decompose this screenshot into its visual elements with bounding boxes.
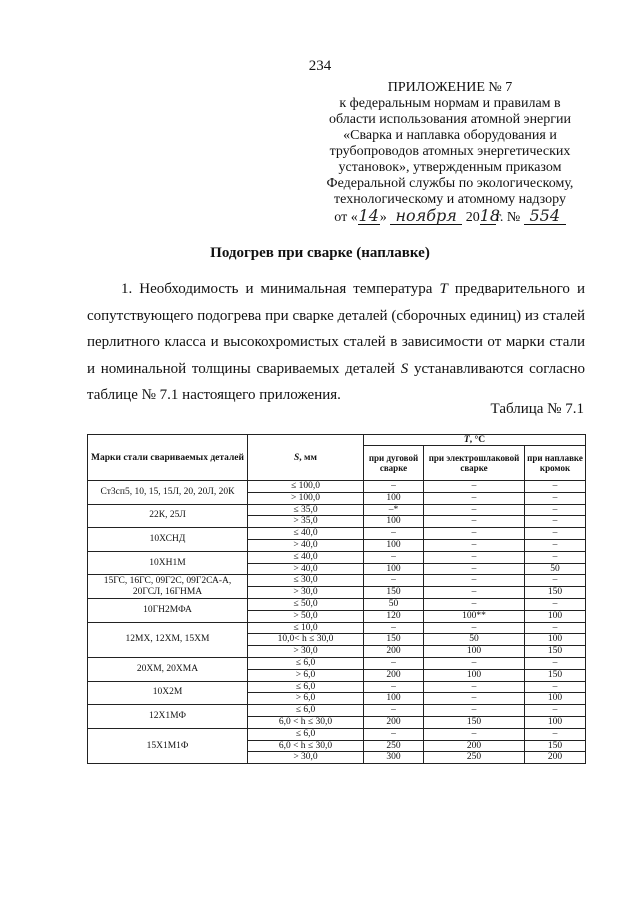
- table-row: [88, 575, 586, 587]
- order-prefix: от «: [334, 210, 358, 225]
- paragraph-text-2: предварительного и сопутствующего подогрева при сварке деталей (сборочных единиц) из сталей перлитного класса и высокохромистых сталей в зависимости от марки стали и номинальной толщины свариваемых деталей: [87, 281, 586, 377]
- cladding-temp-cell: –: [525, 622, 586, 634]
- order-date-line: [300, 208, 600, 226]
- appendix-line: технологическому и атомному надзору: [334, 192, 566, 207]
- electroslag-temp-cell: –: [424, 587, 525, 599]
- electroslag-temp-cell: 250: [424, 752, 525, 764]
- body-paragraph: [87, 276, 585, 409]
- arc-temp-cell: 50: [364, 598, 424, 610]
- paragraph-text-1: 1. Необходимость и минимальная температура: [121, 281, 440, 297]
- appendix-line: области использования атомной энергии: [329, 112, 571, 127]
- arc-temp-cell: 100: [364, 539, 424, 551]
- electroslag-temp-cell: –: [424, 705, 525, 717]
- arc-temp-cell: –*: [364, 504, 424, 516]
- page-number: 234: [308, 58, 332, 74]
- cladding-temp-cell: –: [525, 681, 586, 693]
- electroslag-temp-cell: –: [424, 563, 525, 575]
- cladding-temp-cell: 100: [525, 716, 586, 728]
- steel-grade-cell: 15Х1М1Ф: [88, 728, 248, 763]
- arc-temp-cell: 100: [364, 492, 424, 504]
- cladding-temp-cell: 200: [525, 752, 586, 764]
- thickness-cell: ≤ 30,0: [248, 575, 364, 587]
- cladding-temp-cell: 50: [525, 563, 586, 575]
- appendix-line: к федеральным нормам и правилам в: [339, 96, 561, 111]
- electroslag-temp-cell: –: [424, 693, 525, 705]
- electroslag-temp-cell: –: [424, 492, 525, 504]
- thickness-cell: > 30,0: [248, 646, 364, 658]
- appendix-line: Федеральной службы по экологическому,: [326, 176, 574, 191]
- preheat-table: [87, 434, 586, 764]
- thickness-cell: ≤ 6,0: [248, 705, 364, 717]
- thickness-cell: > 30,0: [248, 587, 364, 599]
- cladding-temp-cell: –: [525, 575, 586, 587]
- cladding-temp-cell: 100: [525, 693, 586, 705]
- electroslag-temp-cell: –: [424, 528, 525, 540]
- arc-temp-cell: 200: [364, 716, 424, 728]
- electroslag-temp-cell: –: [424, 504, 525, 516]
- thickness-cell: > 35,0: [248, 516, 364, 528]
- steel-grade-cell: 15ГС, 16ГС, 09Г2С, 09Г2СА-А, 20ГСЛ, 16ГНМА: [88, 575, 248, 599]
- table-row: [88, 598, 586, 610]
- appendix-title: ПРИЛОЖЕНИЕ № 7: [387, 80, 513, 95]
- table-row: [88, 481, 586, 493]
- order-day: 14: [358, 206, 379, 225]
- electroslag-temp-cell: 100: [424, 669, 525, 681]
- table-row: [88, 681, 586, 693]
- thickness-cell: ≤ 10,0: [248, 622, 364, 634]
- table-body: [88, 481, 586, 764]
- cladding-temp-cell: 100: [525, 634, 586, 646]
- thickness-cell: ≤ 100,0: [248, 481, 364, 493]
- appendix-line: трубопроводов атомных энергетических: [329, 144, 571, 159]
- arc-temp-cell: 250: [364, 740, 424, 752]
- electroslag-temp-cell: 100**: [424, 610, 525, 622]
- thickness-cell: > 6,0: [248, 669, 364, 681]
- arc-temp-cell: –: [364, 575, 424, 587]
- table-row: [88, 728, 586, 740]
- electroslag-temp-cell: 100: [424, 646, 525, 658]
- cladding-temp-cell: –: [525, 657, 586, 669]
- order-number: 554: [524, 208, 566, 225]
- order-year-suffix: г. №: [495, 210, 521, 225]
- arc-temp-cell: –: [364, 657, 424, 669]
- table-row: [88, 551, 586, 563]
- variable-t: T: [439, 281, 448, 297]
- electroslag-temp-cell: –: [424, 598, 525, 610]
- cladding-temp-cell: –: [525, 504, 586, 516]
- table-row: [88, 504, 586, 516]
- thickness-cell: > 50,0: [248, 610, 364, 622]
- appendix-line: установок», утвержденным приказом: [338, 160, 562, 175]
- arc-temp-cell: –: [364, 551, 424, 563]
- table-row: [88, 622, 586, 634]
- steel-grade-cell: 10ХН1М: [88, 551, 248, 575]
- header-temperature-var: T: [463, 435, 470, 445]
- steel-grade-cell: Ст3сп5, 10, 15, 15Л, 20, 20Л, 20К: [88, 481, 248, 505]
- electroslag-temp-cell: –: [424, 622, 525, 634]
- arc-temp-cell: –: [364, 705, 424, 717]
- arc-temp-cell: 150: [364, 634, 424, 646]
- thickness-cell: 6,0 < h ≤ 30,0: [248, 716, 364, 728]
- steel-grade-cell: 20ХМ, 20ХМА: [88, 657, 248, 681]
- arc-temp-cell: –: [364, 528, 424, 540]
- thickness-cell: > 100,0: [248, 492, 364, 504]
- order-year-prefix: 20: [465, 210, 480, 225]
- header-temperature-unit: , °С: [469, 435, 486, 445]
- table-row: [88, 528, 586, 540]
- cladding-temp-cell: –: [525, 728, 586, 740]
- cladding-temp-cell: 150: [525, 669, 586, 681]
- steel-grade-cell: 12Х1МФ: [88, 705, 248, 729]
- header-temperature: [364, 435, 586, 446]
- order-year: 18: [479, 206, 501, 225]
- steel-grade-cell: 10Х2М: [88, 681, 248, 705]
- thickness-cell: > 40,0: [248, 563, 364, 575]
- cladding-temp-cell: –: [525, 516, 586, 528]
- thickness-cell: ≤ 35,0: [248, 504, 364, 516]
- electroslag-temp-cell: 150: [424, 716, 525, 728]
- thickness-cell: 6,0 < h ≤ 30,0: [248, 740, 364, 752]
- electroslag-temp-cell: –: [424, 551, 525, 563]
- electroslag-temp-cell: 200: [424, 740, 525, 752]
- arc-temp-cell: –: [364, 481, 424, 493]
- arc-temp-cell: –: [364, 622, 424, 634]
- table-row: [88, 657, 586, 669]
- steel-grade-cell: 22К, 25Л: [88, 504, 248, 528]
- cladding-temp-cell: 150: [525, 646, 586, 658]
- cladding-temp-cell: –: [525, 539, 586, 551]
- thickness-cell: > 40,0: [248, 539, 364, 551]
- thickness-cell: > 6,0: [248, 693, 364, 705]
- arc-temp-cell: 100: [364, 563, 424, 575]
- arc-temp-cell: 100: [364, 516, 424, 528]
- arc-temp-cell: –: [364, 681, 424, 693]
- arc-temp-cell: –: [364, 728, 424, 740]
- electroslag-temp-cell: –: [424, 539, 525, 551]
- electroslag-temp-cell: –: [424, 481, 525, 493]
- electroslag-temp-cell: –: [424, 681, 525, 693]
- arc-temp-cell: 150: [364, 587, 424, 599]
- thickness-cell: ≤ 40,0: [248, 551, 364, 563]
- header-thickness-var: S: [294, 452, 300, 463]
- section-title: Подогрев при сварке (наплавке): [210, 245, 430, 261]
- header-electroslag-welding: при электрошлаковой сварке: [424, 446, 525, 481]
- electroslag-temp-cell: –: [424, 575, 525, 587]
- appendix-header: [300, 80, 600, 226]
- cladding-temp-cell: –: [525, 705, 586, 717]
- cladding-temp-cell: –: [525, 492, 586, 504]
- arc-temp-cell: 100: [364, 693, 424, 705]
- order-month: ноября: [390, 208, 462, 225]
- thickness-cell: ≤ 40,0: [248, 528, 364, 540]
- steel-grade-cell: 12МХ, 12ХМ, 15ХМ: [88, 622, 248, 657]
- electroslag-temp-cell: –: [424, 657, 525, 669]
- thickness-cell: ≤ 50,0: [248, 598, 364, 610]
- variable-s: S: [400, 360, 409, 377]
- header-steel-grade: Марки стали свариваемых деталей: [88, 435, 248, 481]
- cladding-temp-cell: 150: [525, 587, 586, 599]
- thickness-cell: ≤ 6,0: [248, 681, 364, 693]
- table-row: [88, 705, 586, 717]
- header-thickness-unit: , мм: [299, 452, 317, 463]
- header-thickness: [248, 435, 364, 481]
- cladding-temp-cell: –: [525, 551, 586, 563]
- thickness-cell: 10,0< h ≤ 30,0: [248, 634, 364, 646]
- arc-temp-cell: 200: [364, 669, 424, 681]
- steel-grade-cell: 10ГН2МФА: [88, 598, 248, 622]
- header-edge-cladding: при наплавке кромок: [525, 446, 586, 481]
- thickness-cell: > 30,0: [248, 752, 364, 764]
- thickness-cell: ≤ 6,0: [248, 657, 364, 669]
- header-arc-welding: при дуговой сварке: [364, 446, 424, 481]
- table-label: Таблица № 7.1: [490, 401, 584, 417]
- cladding-temp-cell: 100: [525, 610, 586, 622]
- electroslag-temp-cell: –: [424, 728, 525, 740]
- steel-grade-cell: 10ХСНД: [88, 528, 248, 552]
- arc-temp-cell: 120: [364, 610, 424, 622]
- appendix-line: «Сварка и наплавка оборудования и: [343, 128, 557, 143]
- arc-temp-cell: 300: [364, 752, 424, 764]
- order-mid: »: [379, 210, 387, 225]
- paragraph-text-3: устанавливаются согласно таблице № 7.1 настоящего приложения.: [87, 360, 585, 403]
- arc-temp-cell: 200: [364, 646, 424, 658]
- cladding-temp-cell: 150: [525, 740, 586, 752]
- cladding-temp-cell: –: [525, 481, 586, 493]
- electroslag-temp-cell: 50: [424, 634, 525, 646]
- cladding-temp-cell: –: [525, 598, 586, 610]
- cladding-temp-cell: –: [525, 528, 586, 540]
- thickness-cell: ≤ 6,0: [248, 728, 364, 740]
- electroslag-temp-cell: –: [424, 516, 525, 528]
